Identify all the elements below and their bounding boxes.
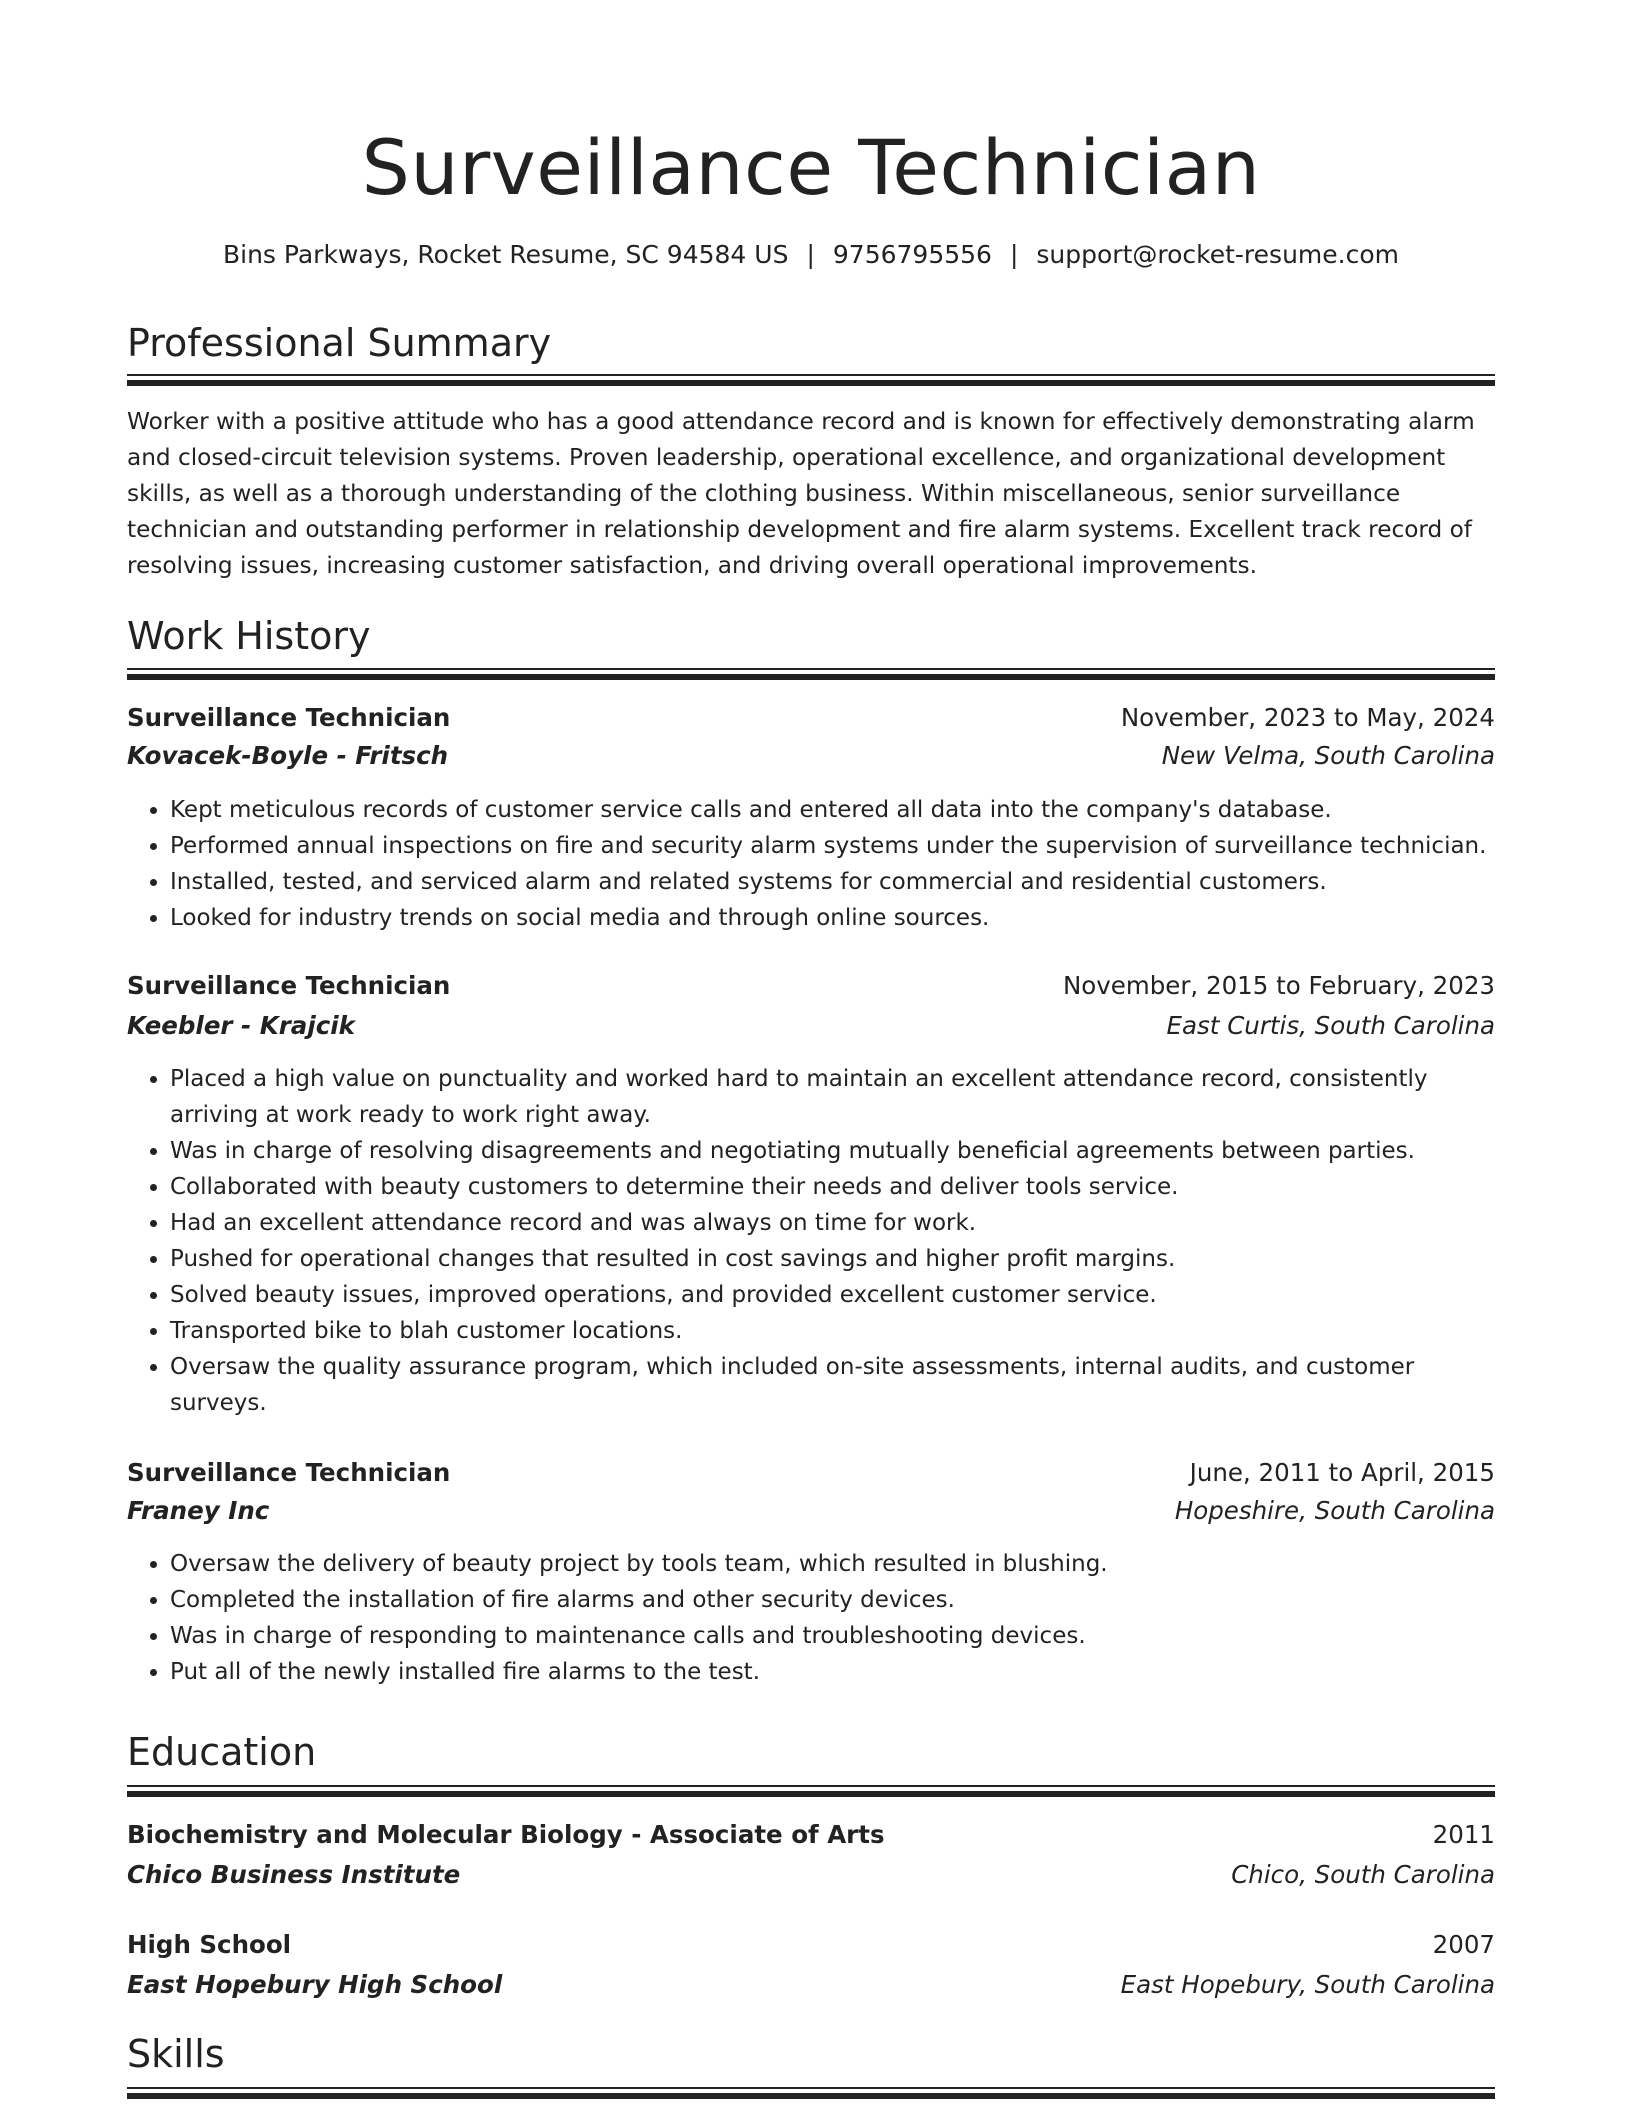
job-entry xyxy=(127,700,1495,776)
contact-email: support@rocket-resume.com xyxy=(1036,240,1399,269)
bullet-item: • Kept meticulous records of customer service calls and entered all data into the company's database. xyxy=(170,792,1495,828)
contact-address: Bins Parkways, Rocket Resume, SC 94584 US xyxy=(222,240,789,269)
contact-separator: | xyxy=(806,240,815,269)
bullet-item: • Pushed for operational changes that resulted in cost savings and higher profit margins. xyxy=(170,1241,1495,1277)
job-bullets xyxy=(127,1546,1495,1690)
bullet-item: • Placed a high value on punctuality and worked hard to maintain an excellent attendance record, consistently arriving at work ready to work right away. xyxy=(170,1061,1495,1133)
bullet-item: • Performed annual inspections on fire and security alarm systems under the supervision of surveillance technician. xyxy=(170,828,1495,864)
education-year: 2007 xyxy=(1432,1930,1495,1959)
bullet-item: • Was in charge of responding to maintenance calls and troubleshooting devices. xyxy=(170,1618,1495,1654)
job-title: Surveillance Technician xyxy=(127,971,451,1000)
job-title: Surveillance Technician xyxy=(127,1458,451,1487)
education-year: 2011 xyxy=(1432,1820,1495,1849)
education-degree: Biochemistry and Molecular Biology - Associate of Arts xyxy=(127,1820,885,1849)
job-bullets xyxy=(127,1061,1495,1421)
section-divider xyxy=(127,374,1495,386)
job-dates: November, 2023 to May, 2024 xyxy=(1120,703,1495,732)
job-location: New Velma, South Carolina xyxy=(1161,741,1495,770)
summary-text: Worker with a positive attitude who has a good attendance record and is known for effectively demonstrating alarm and closed-circuit television systems. Proven leadership, operational excellence, and organizational development skills, as well as a thorough understanding of the clothing business. Within miscellaneous, senior surveillance technician and outstanding performer in relationship development and fire alarm systems. Excellent track record of resolving issues, increasing customer satisfaction, and driving overall operational improvements. xyxy=(127,408,1475,579)
job-company: Kovacek-Boyle - Fritsch xyxy=(127,741,449,770)
bullet-item: • Collaborated with beauty customers to determine their needs and deliver tools service. xyxy=(170,1169,1495,1205)
bullet-item: • Installed, tested, and serviced alarm and related systems for commercial and residential customers. xyxy=(170,864,1495,900)
resume-name: Surveillance Technician xyxy=(361,123,1261,212)
job-entry xyxy=(127,968,1495,1046)
section-title-skills: Skills xyxy=(127,2032,225,2076)
section-title-education: Education xyxy=(127,1730,317,1774)
education-school: East Hopebury High School xyxy=(127,1970,503,1999)
section-divider xyxy=(127,2087,1495,2099)
bullet-item: • Solved beauty issues, improved operations, and provided excellent customer service. xyxy=(170,1277,1495,1313)
contact-phone: 9756795556 xyxy=(832,240,992,269)
bullet-item: • Put all of the newly installed fire alarms to the test. xyxy=(170,1654,1495,1690)
contact-line xyxy=(127,238,1495,272)
job-location: Hopeshire, South Carolina xyxy=(1174,1496,1495,1525)
education-degree: High School xyxy=(127,1930,292,1959)
section-title-summary: Professional Summary xyxy=(127,321,552,365)
bullet-item: • Was in charge of resolving disagreements and negotiating mutually beneficial agreements between parties. xyxy=(170,1133,1495,1169)
job-location: East Curtis, South Carolina xyxy=(1166,1011,1495,1040)
job-dates: November, 2015 to February, 2023 xyxy=(1062,971,1495,1000)
education-location: East Hopebury, South Carolina xyxy=(1120,1970,1495,1999)
education-location: Chico, South Carolina xyxy=(1231,1860,1495,1889)
job-title: Surveillance Technician xyxy=(127,703,451,732)
bullet-item: • Looked for industry trends on social media and through online sources. xyxy=(170,900,1495,936)
bullet-item: • Completed the installation of fire alarms and other security devices. xyxy=(170,1582,1495,1618)
education-school: Chico Business Institute xyxy=(127,1860,461,1889)
section-divider xyxy=(127,1785,1495,1797)
bullet-item: • Oversaw the quality assurance program, which included on-site assessments, internal audits, and customer surveys. xyxy=(170,1349,1495,1421)
bullet-item: • Oversaw the delivery of beauty project by tools team, which resulted in blushing. xyxy=(170,1546,1495,1582)
section-title-work-history: Work History xyxy=(127,614,371,658)
education-entry xyxy=(127,1817,1495,1895)
education-entry xyxy=(127,1927,1495,2005)
section-divider xyxy=(127,668,1495,680)
contact-separator: | xyxy=(1009,240,1019,269)
bullet-item: • Transported bike to blah customer locations. xyxy=(170,1313,1495,1349)
job-company: Franey Inc xyxy=(127,1496,270,1525)
job-bullets xyxy=(127,792,1495,936)
job-company: Keebler - Krajcik xyxy=(127,1011,355,1040)
bullet-item: • Had an excellent attendance record and was always on time for work. xyxy=(170,1205,1495,1241)
job-entry xyxy=(127,1455,1495,1531)
job-dates: June, 2011 to April, 2015 xyxy=(1189,1458,1495,1487)
